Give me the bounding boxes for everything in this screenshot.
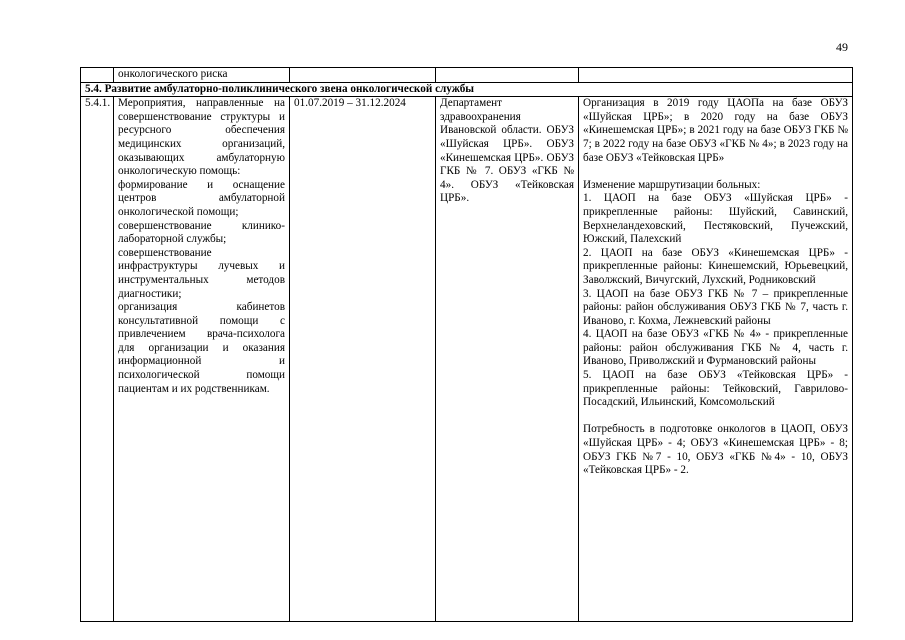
routing-item: 5. ЦАОП на базе ОБУЗ «Тейковская ЦРБ» - прикрепленные районы: Тейковский, Гаврилово-Посадский, Ильинский, Комсомольский xyxy=(583,369,848,409)
result-cell xyxy=(579,97,853,622)
responsible-cell: Департамент здравоохранения Ивановской области. ОБУЗ «Шуйская ЦРБ». ОБУЗ «Кинешемская ЦРБ». ОБУЗ ГКБ № 7. ОБУЗ «ГКБ № 4». ОБУЗ «Тейковская ЦРБ». xyxy=(436,97,579,622)
routing-item: 2. ЦАОП на базе ОБУЗ «Кинешемская ЦРБ» - прикрепленные районы: Кинешемский, Юрьевецкий, Заволжский, Вичугский, Лухский, Родниковский xyxy=(583,246,848,286)
measures-table xyxy=(80,67,853,622)
routing-item: 3. ЦАОП на базе ОБУЗ ГКБ № 7 – прикрепленные районы: район обслуживания ОБУЗ ГКБ № 7, часть г. Иваново, г. Кохма, Лежневский районы xyxy=(583,287,848,327)
page-number: 49 xyxy=(836,40,848,54)
activity-line: совершенствование инфраструктуры лучевых и инструментальных методов диагностики; xyxy=(118,246,285,300)
carryover-number-cell xyxy=(81,68,114,83)
carryover-row xyxy=(81,68,853,83)
carryover-text: онкологического риска xyxy=(114,68,290,83)
activity-line: организация кабинетов консультативной помощи с привлечением врача-психолога для организации и оказания информационной и психологической помощи пациентам и их родственникам. xyxy=(118,301,285,395)
activity-line: Мероприятия, направленные на совершенствование структуры и ресурсного обеспечения медицинских организаций, оказывающих амбулаторную онкологическую помощь: xyxy=(118,97,285,178)
oncologist-need: Потребность в подготовке онкологов в ЦАОП, ОБУЗ «Шуйская ЦРБ» - 4; ОБУЗ «Кинешемская ЦРБ» - 8; ОБУЗ ГКБ №7 - 10, ОБУЗ «ГКБ №4» - 10, ОБУЗ «Тейковская ЦРБ» - 2. xyxy=(583,423,848,477)
routing-item: 4. ЦАОП на базе ОБУЗ «ГКБ № 4» - прикрепленные районы: район обслуживания ГКБ № 4, часть г. Иваново, Приволжский и Фурмановский районы xyxy=(583,328,848,368)
result-intro: Организация в 2019 году ЦАОПа на базе ОБУЗ «Шуйская ЦРБ»; в 2020 году на базе ОБУЗ «Кинешемская ЦРБ»; в 2021 году на базе ОБУЗ ГКБ № 7; в 2022 году на базе ОБУЗ «ГКБ № 4»; в 2023 году на базе ОБУЗ «Тейковская ЦРБ» xyxy=(583,97,848,164)
routing-heading: Изменение маршрутизации больных: xyxy=(583,178,761,191)
dates-cell: 01.07.2019 – 31.12.2024 xyxy=(290,97,436,622)
routing-item: 1. ЦАОП на базе ОБУЗ «Шуйская ЦРБ» - прикрепленные районы: Шуйский, Савинский, Верхнеландеховский, Пестяковский, Пучежский, Южский, Палехский xyxy=(583,192,848,246)
table-row xyxy=(81,97,853,622)
section-heading: 5.4. Развитие амбулаторно-поликлинического звена онкологической службы xyxy=(81,82,853,97)
section-heading-row xyxy=(81,82,853,97)
activity-line: формирование и оснащение центров амбулаторной онкологической помощи; xyxy=(118,178,285,218)
activity-line: совершенствование клинико-лабораторной службы; xyxy=(118,219,285,246)
activity-cell xyxy=(114,97,290,622)
row-number: 5.4.1. xyxy=(81,97,114,622)
